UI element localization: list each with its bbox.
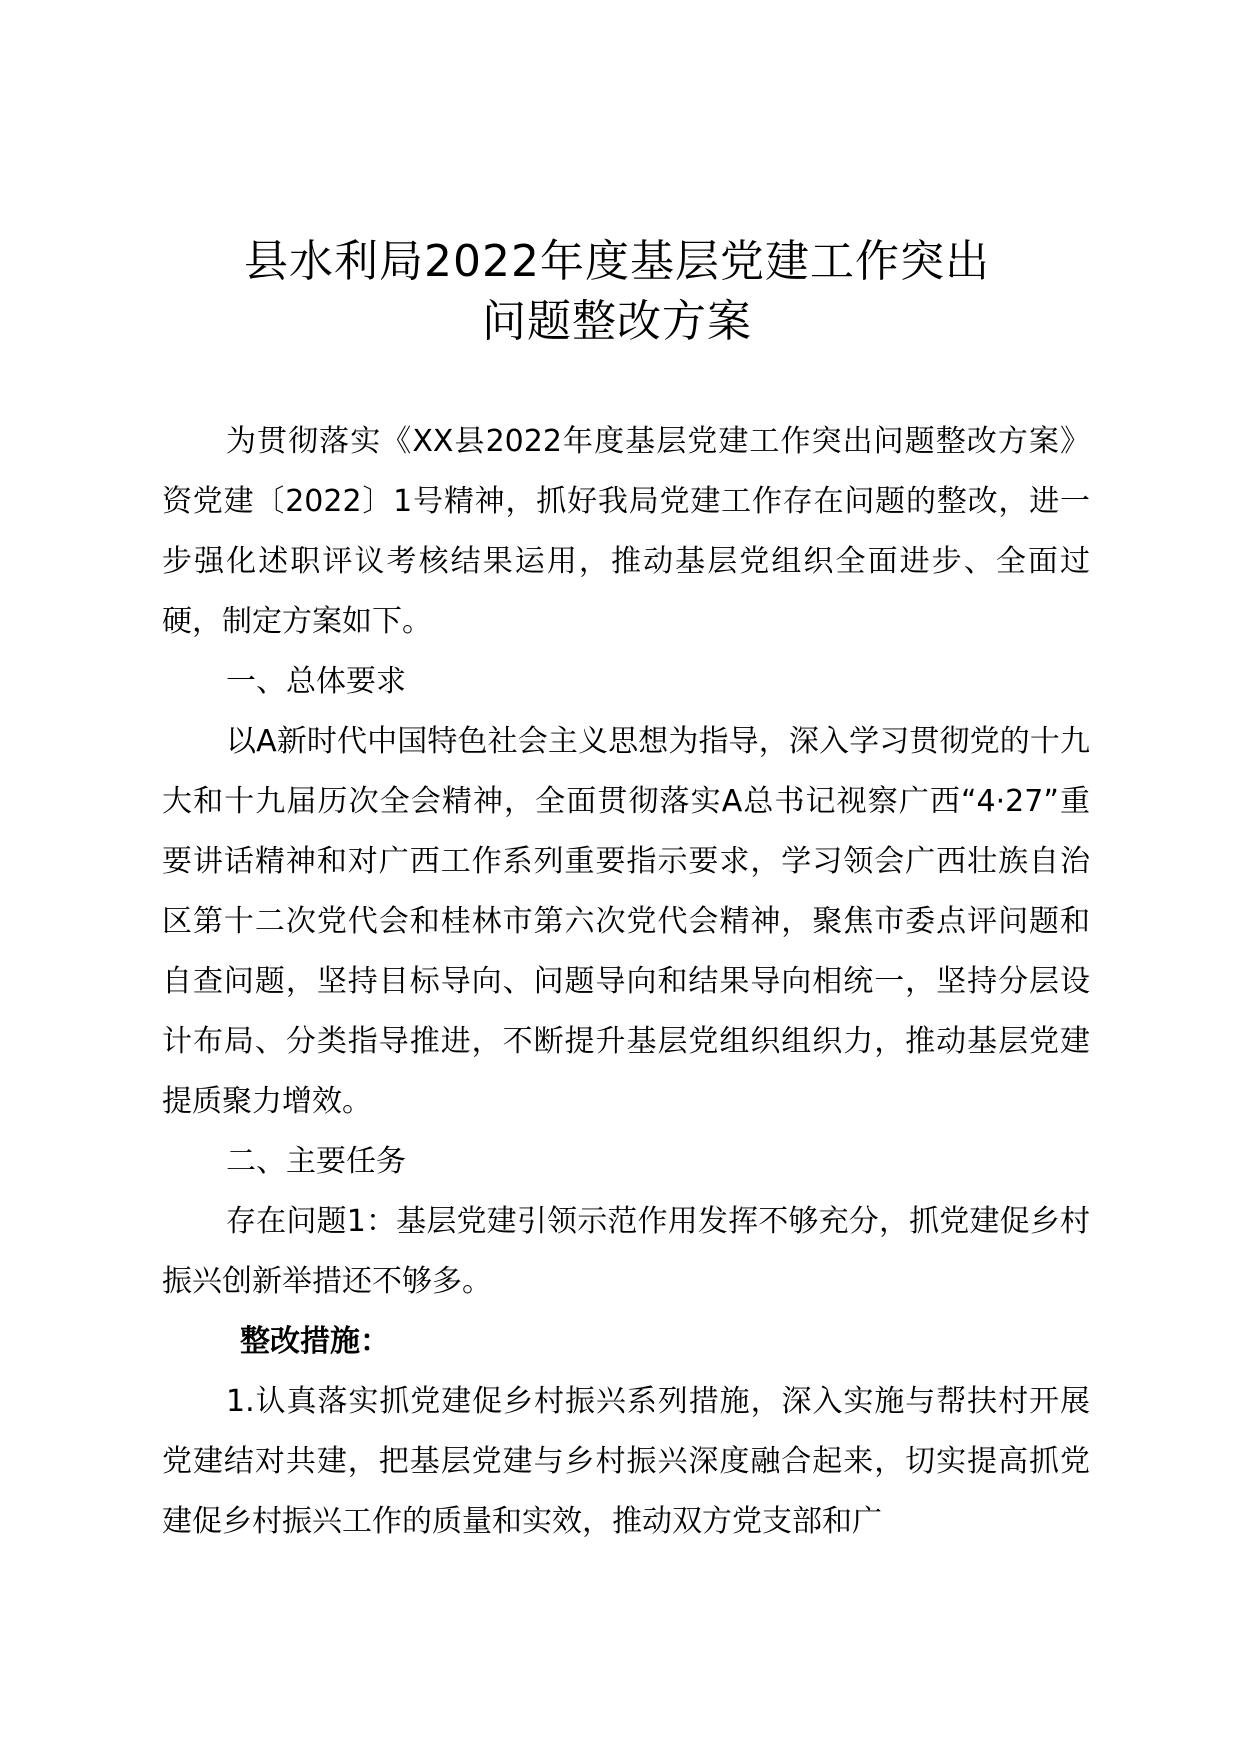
section-1-paragraph: 以A新时代中国特色社会主义思想为指导，深入学习贯彻党的十九大和十九届历次全会精神，全面贯彻落实A总书记视察广西“4·27”重要讲话精神和对广西工作系列重要指示要求，学习领会广西壮族自治区第十二次党代会和桂林市第六次党代会精神，聚焦市委点评问题和自查问题，坚持目标导向、问题导向和结果导向相统一，坚持分层设计布局、分类指导推进，不断提升基层党组织组织力，推动基层党建提质聚力增效。 (162, 724, 1090, 1119)
measure-1-paragraph: 1.认真落实抓党建促乡村振兴系列措施，深入实施与帮扶村开展党建结对共建，把基层党建与乡村振兴深度融合起来，切实提高抓党建促乡村振兴工作的质量和实效，推动双方党支部和广 (162, 1384, 1090, 1539)
document-title-line-1: 县水利局2022年度基层党建工作突出 (244, 236, 990, 287)
section-2-heading: 二、主要任务 (226, 1144, 406, 1179)
document-title-line-2: 问题整改方案 (482, 296, 752, 347)
problem-1-paragraph: 存在问题1：基层党建引领示范作用发挥不够充分，抓党建促乡村振兴创新举措还不够多。 (162, 1204, 1090, 1299)
measures-heading: 整改措施： (240, 1324, 390, 1359)
section-1-heading: 一、总体要求 (226, 664, 406, 699)
intro-paragraph: 为贯彻落实《XX县2022年度基层党建工作突出问题整改方案》资党建〔2022〕1号精神，抓好我局党建工作存在问题的整改，进一步强化述职评议考核结果运用，推动基层党组织全面进步、全面过硬，制定方案如下。 (162, 424, 1090, 639)
